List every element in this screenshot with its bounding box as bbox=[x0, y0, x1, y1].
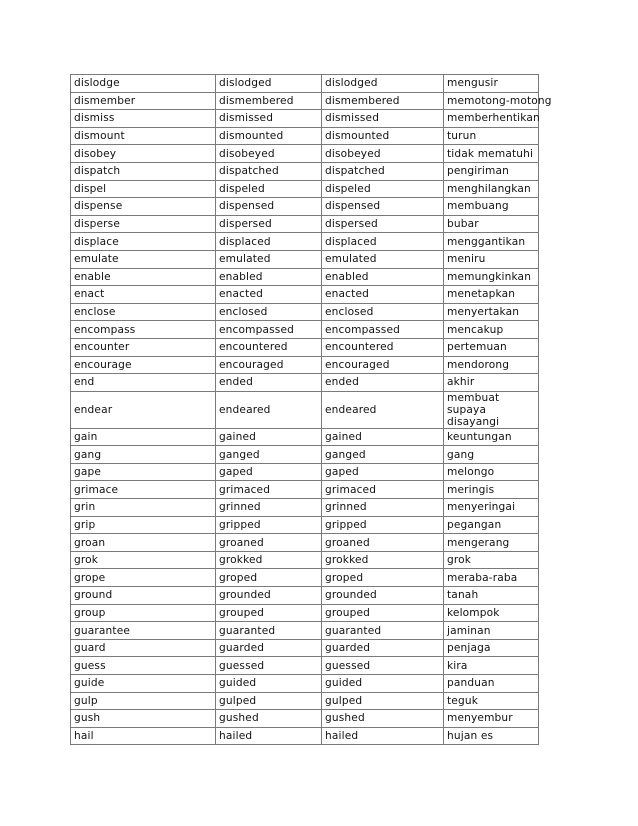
translation-cell: meraba-raba bbox=[444, 569, 539, 587]
past-participle-cell: enacted bbox=[322, 286, 444, 304]
translation-cell: meniru bbox=[444, 250, 539, 268]
base-form-cell: group bbox=[71, 604, 216, 622]
base-form-cell: dismount bbox=[71, 127, 216, 145]
past-participle-cell: encountered bbox=[322, 338, 444, 356]
past-participle-cell: gushed bbox=[322, 710, 444, 728]
table-row bbox=[71, 198, 539, 216]
base-form-cell: guide bbox=[71, 675, 216, 693]
base-form-cell: disperse bbox=[71, 215, 216, 233]
past-tense-cell: guided bbox=[216, 675, 322, 693]
past-tense-cell: gripped bbox=[216, 516, 322, 534]
past-participle-cell: dispeled bbox=[322, 180, 444, 198]
table-row bbox=[71, 534, 539, 552]
past-tense-cell: enclosed bbox=[216, 303, 322, 321]
past-tense-cell: hailed bbox=[216, 727, 322, 745]
past-tense-cell: gushed bbox=[216, 710, 322, 728]
past-participle-cell: enclosed bbox=[322, 303, 444, 321]
translation-cell: menyeringai bbox=[444, 499, 539, 517]
translation-cell: membuang bbox=[444, 198, 539, 216]
past-participle-cell: displaced bbox=[322, 233, 444, 251]
table-row bbox=[71, 657, 539, 675]
base-form-cell: dispense bbox=[71, 198, 216, 216]
past-tense-cell: guaranted bbox=[216, 622, 322, 640]
past-tense-cell: gulped bbox=[216, 692, 322, 710]
table-row bbox=[71, 75, 539, 93]
table-row bbox=[71, 250, 539, 268]
base-form-cell: endear bbox=[71, 391, 216, 428]
translation-cell: memotong-motong bbox=[444, 92, 539, 110]
base-form-cell: encourage bbox=[71, 356, 216, 374]
translation-cell: pertemuan bbox=[444, 338, 539, 356]
past-tense-cell: grounded bbox=[216, 587, 322, 605]
past-tense-cell: displaced bbox=[216, 233, 322, 251]
past-tense-cell: groaned bbox=[216, 534, 322, 552]
past-participle-cell: dismissed bbox=[322, 110, 444, 128]
past-participle-cell: grimaced bbox=[322, 481, 444, 499]
translation-cell: pegangan bbox=[444, 516, 539, 534]
past-participle-cell: guided bbox=[322, 675, 444, 693]
base-form-cell: grope bbox=[71, 569, 216, 587]
past-participle-cell: ended bbox=[322, 374, 444, 392]
translation-cell: tidak mematuhi bbox=[444, 145, 539, 163]
past-tense-cell: enabled bbox=[216, 268, 322, 286]
past-participle-cell: dislodged bbox=[322, 75, 444, 93]
table-row bbox=[71, 639, 539, 657]
base-form-cell: dispel bbox=[71, 180, 216, 198]
base-form-cell: ground bbox=[71, 587, 216, 605]
table-row bbox=[71, 162, 539, 180]
past-tense-cell: dispeled bbox=[216, 180, 322, 198]
table-row bbox=[71, 481, 539, 499]
translation-cell: membuat supaya disayangi bbox=[444, 391, 539, 428]
base-form-cell: end bbox=[71, 374, 216, 392]
past-tense-cell: guessed bbox=[216, 657, 322, 675]
past-participle-cell: guaranted bbox=[322, 622, 444, 640]
translation-cell: keuntungan bbox=[444, 428, 539, 446]
past-participle-cell: endeared bbox=[322, 391, 444, 428]
past-participle-cell: grinned bbox=[322, 499, 444, 517]
base-form-cell: encounter bbox=[71, 338, 216, 356]
past-participle-cell: gulped bbox=[322, 692, 444, 710]
past-tense-cell: dismissed bbox=[216, 110, 322, 128]
table-row bbox=[71, 604, 539, 622]
translation-cell: tanah bbox=[444, 587, 539, 605]
table-row bbox=[71, 145, 539, 163]
past-participle-cell: dispatched bbox=[322, 162, 444, 180]
table-row bbox=[71, 321, 539, 339]
past-participle-cell: dismounted bbox=[322, 127, 444, 145]
past-tense-cell: emulated bbox=[216, 250, 322, 268]
past-tense-cell: gained bbox=[216, 428, 322, 446]
base-form-cell: gulp bbox=[71, 692, 216, 710]
past-tense-cell: groped bbox=[216, 569, 322, 587]
table-row bbox=[71, 551, 539, 569]
past-tense-cell: grinned bbox=[216, 499, 322, 517]
past-participle-cell: ganged bbox=[322, 446, 444, 464]
table-row bbox=[71, 587, 539, 605]
past-tense-cell: grimaced bbox=[216, 481, 322, 499]
base-form-cell: groan bbox=[71, 534, 216, 552]
translation-cell: akhir bbox=[444, 374, 539, 392]
past-participle-cell: gained bbox=[322, 428, 444, 446]
translation-cell: meringis bbox=[444, 481, 539, 499]
past-tense-cell: grokked bbox=[216, 551, 322, 569]
table-row bbox=[71, 569, 539, 587]
past-tense-cell: dismembered bbox=[216, 92, 322, 110]
table-row bbox=[71, 675, 539, 693]
table-row bbox=[71, 710, 539, 728]
translation-cell: hujan es bbox=[444, 727, 539, 745]
base-form-cell: displace bbox=[71, 233, 216, 251]
table-row bbox=[71, 391, 539, 428]
table-row bbox=[71, 446, 539, 464]
table-row bbox=[71, 233, 539, 251]
past-tense-cell: dispatched bbox=[216, 162, 322, 180]
base-form-cell: hail bbox=[71, 727, 216, 745]
base-form-cell: dismiss bbox=[71, 110, 216, 128]
table-row bbox=[71, 516, 539, 534]
past-participle-cell: emulated bbox=[322, 250, 444, 268]
translation-cell: teguk bbox=[444, 692, 539, 710]
past-tense-cell: dispersed bbox=[216, 215, 322, 233]
translation-cell: mengerang bbox=[444, 534, 539, 552]
translation-cell: grok bbox=[444, 551, 539, 569]
past-participle-cell: encompassed bbox=[322, 321, 444, 339]
base-form-cell: enclose bbox=[71, 303, 216, 321]
past-participle-cell: grouped bbox=[322, 604, 444, 622]
table-row bbox=[71, 374, 539, 392]
base-form-cell: encompass bbox=[71, 321, 216, 339]
verb-table-body bbox=[71, 75, 552, 745]
translation-cell: mengusir bbox=[444, 75, 539, 93]
past-participle-cell: grounded bbox=[322, 587, 444, 605]
past-participle-cell: hailed bbox=[322, 727, 444, 745]
base-form-cell: emulate bbox=[71, 250, 216, 268]
base-form-cell: disobey bbox=[71, 145, 216, 163]
past-participle-cell: gaped bbox=[322, 463, 444, 481]
past-participle-cell: groped bbox=[322, 569, 444, 587]
translation-cell: menyembur bbox=[444, 710, 539, 728]
table-row bbox=[71, 215, 539, 233]
past-participle-cell: dispersed bbox=[322, 215, 444, 233]
past-participle-cell: guessed bbox=[322, 657, 444, 675]
base-form-cell: guard bbox=[71, 639, 216, 657]
translation-cell: jaminan bbox=[444, 622, 539, 640]
translation-cell: turun bbox=[444, 127, 539, 145]
past-tense-cell: encouraged bbox=[216, 356, 322, 374]
translation-cell: gang bbox=[444, 446, 539, 464]
translation-cell: penjaga bbox=[444, 639, 539, 657]
table-row bbox=[71, 692, 539, 710]
table-row bbox=[71, 463, 539, 481]
translation-cell: panduan bbox=[444, 675, 539, 693]
translation-cell: menggantikan bbox=[444, 233, 539, 251]
base-form-cell: grok bbox=[71, 551, 216, 569]
table-row bbox=[71, 92, 539, 110]
base-form-cell: enable bbox=[71, 268, 216, 286]
base-form-cell: guess bbox=[71, 657, 216, 675]
base-form-cell: gang bbox=[71, 446, 216, 464]
past-participle-cell: dispensed bbox=[322, 198, 444, 216]
base-form-cell: gape bbox=[71, 463, 216, 481]
table-row bbox=[71, 622, 539, 640]
translation-cell: menetapkan bbox=[444, 286, 539, 304]
translation-cell: mencakup bbox=[444, 321, 539, 339]
base-form-cell: gush bbox=[71, 710, 216, 728]
translation-cell: pengiriman bbox=[444, 162, 539, 180]
table-row bbox=[71, 499, 539, 517]
translation-cell: kira bbox=[444, 657, 539, 675]
past-tense-cell: disobeyed bbox=[216, 145, 322, 163]
translation-cell: melongo bbox=[444, 463, 539, 481]
base-form-cell: grip bbox=[71, 516, 216, 534]
base-form-cell: enact bbox=[71, 286, 216, 304]
past-tense-cell: dislodged bbox=[216, 75, 322, 93]
base-form-cell: grin bbox=[71, 499, 216, 517]
past-participle-cell: guarded bbox=[322, 639, 444, 657]
translation-cell: memungkinkan bbox=[444, 268, 539, 286]
table-row bbox=[71, 338, 539, 356]
past-tense-cell: endeared bbox=[216, 391, 322, 428]
past-tense-cell: enacted bbox=[216, 286, 322, 304]
past-tense-cell: dispensed bbox=[216, 198, 322, 216]
base-form-cell: dismember bbox=[71, 92, 216, 110]
table-row bbox=[71, 428, 539, 446]
past-tense-cell: ended bbox=[216, 374, 322, 392]
past-participle-cell: enabled bbox=[322, 268, 444, 286]
translation-cell: kelompok bbox=[444, 604, 539, 622]
table-row bbox=[71, 127, 539, 145]
base-form-cell: dislodge bbox=[71, 75, 216, 93]
base-form-cell: dispatch bbox=[71, 162, 216, 180]
past-tense-cell: dismounted bbox=[216, 127, 322, 145]
table-row bbox=[71, 268, 539, 286]
translation-cell: menghilangkan bbox=[444, 180, 539, 198]
past-tense-cell: gaped bbox=[216, 463, 322, 481]
past-participle-cell: groaned bbox=[322, 534, 444, 552]
translation-cell: menyertakan bbox=[444, 303, 539, 321]
past-tense-cell: encompassed bbox=[216, 321, 322, 339]
table-row bbox=[71, 180, 539, 198]
translation-cell: memberhentikan bbox=[444, 110, 539, 128]
base-form-cell: guarantee bbox=[71, 622, 216, 640]
verb-conjugation-table bbox=[70, 74, 552, 745]
past-tense-cell: ganged bbox=[216, 446, 322, 464]
table-row bbox=[71, 110, 539, 128]
past-participle-cell: grokked bbox=[322, 551, 444, 569]
base-form-cell: gain bbox=[71, 428, 216, 446]
past-tense-cell: grouped bbox=[216, 604, 322, 622]
base-form-cell: grimace bbox=[71, 481, 216, 499]
table-row bbox=[71, 286, 539, 304]
table-row bbox=[71, 356, 539, 374]
past-participle-cell: dismembered bbox=[322, 92, 444, 110]
past-tense-cell: encountered bbox=[216, 338, 322, 356]
past-participle-cell: disobeyed bbox=[322, 145, 444, 163]
translation-cell: mendorong bbox=[444, 356, 539, 374]
table-row bbox=[71, 727, 539, 745]
past-participle-cell: gripped bbox=[322, 516, 444, 534]
past-participle-cell: encouraged bbox=[322, 356, 444, 374]
table-row bbox=[71, 303, 539, 321]
translation-cell: bubar bbox=[444, 215, 539, 233]
past-tense-cell: guarded bbox=[216, 639, 322, 657]
